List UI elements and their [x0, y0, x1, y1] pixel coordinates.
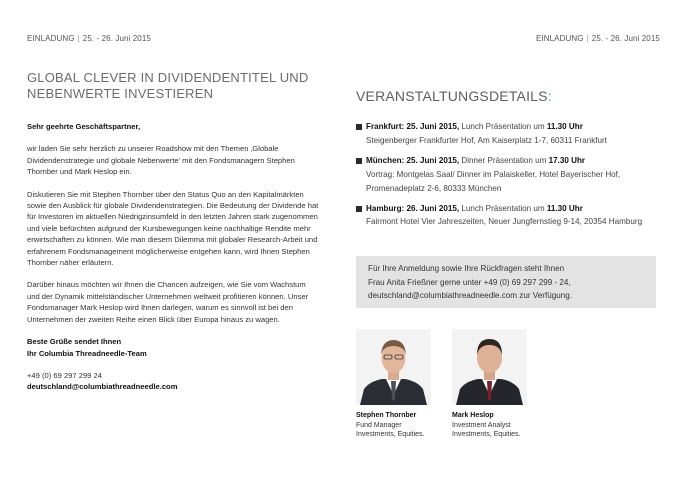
- event-item-hamburg: [356, 202, 656, 230]
- letter-body: [27, 121, 319, 404]
- person-portrait-icon: [356, 329, 431, 405]
- event-list: [356, 120, 656, 235]
- email-link[interactable]: deutschland@columbiathreadneedle.com: [27, 382, 178, 392]
- event-item-muenchen: [356, 154, 656, 196]
- speaker-photo-thornber: [356, 329, 431, 405]
- speaker-role: Investment Analyst: [452, 421, 511, 429]
- event-city-date: München: 25. Juni 2015,: [366, 155, 460, 165]
- event-type: Lunch Präsentation um: [459, 203, 547, 213]
- signature: Ihr Columbia Threadneedle-Team: [27, 348, 147, 358]
- paragraph: Diskutieren Sie mit Stephen Thornber über den Status Quo an den Kapitalmärkten sowie den Ausblick für globale Dividendenstrategien. Die Bedeutung der Dividende hat für Investoren im aktuellen Niedrigzinsumfeld in den letzten Jahren stark zugenommen und viele befürchten aufgrund der Kursbewegungen keine nachhaltige Rendite mehr erwirtschaften zu können. Wie man diesem Dilemma mit globaler Research-Arbeit und erfahrenem Fondsmanagement möglicherweise entgehen kann, wird Ihnen Stephen Thornber näher erläutern.: [27, 189, 319, 268]
- title-colon: :: [547, 88, 552, 104]
- box-line: Für Ihre Anmeldung sowie Ihre Rückfragen steht Ihnen: [368, 264, 565, 273]
- header-date: 25. - 26. Juni 2015: [82, 34, 151, 43]
- page-title: [27, 70, 327, 102]
- title-line: GLOBAL CLEVER IN DIVIDENDENTITEL UND: [27, 70, 309, 85]
- event-type: Lunch Präsentation um: [459, 122, 547, 131]
- speaker-role: Fund Manager: [356, 421, 402, 429]
- speaker-department: Investments, Equities.: [356, 431, 425, 439]
- box-line: deutschland@columbiathreadneedle.com zur Verfügung.: [368, 291, 572, 300]
- event-city-date: Frankfurt: 25. Juni 2015,: [366, 122, 460, 131]
- box-line: Frau Anita Frießner gerne unter +49 (0) 69 297 299 - 24,: [368, 277, 571, 287]
- event-details-title-text: VERANSTALTUNGSDETAILS: [356, 88, 548, 104]
- page-header-right: EINLADUNG | 25. - 26. Juni 2015: [536, 34, 660, 43]
- closing-line: Beste Grüße sendet Ihnen: [27, 337, 122, 347]
- speaker-caption-thornber: [356, 411, 424, 440]
- event-item-frankfurt: [356, 120, 656, 148]
- paragraph: wir laden Sie sehr herzlich zu unserer Roadshow mit den Themen ‚Globale Dividendenstrategie und globale Nebenwerte' mit den Fondsmanagern Stephen Thornber und Mark Heslop ein.: [27, 144, 295, 177]
- event-time: 17.30 Uhr: [548, 155, 586, 165]
- greeting: Sehr geehrte Geschäftspartner,: [27, 122, 141, 131]
- header-label: EINLADUNG: [536, 34, 584, 43]
- event-type: Dinner Präsentation um: [459, 155, 549, 165]
- speaker-name: Mark Heslop: [452, 412, 494, 419]
- person-portrait-icon: [452, 329, 527, 405]
- speaker-name: Stephen Thornber: [356, 412, 417, 419]
- speaker-caption-heslop: [452, 411, 520, 440]
- registration-info-box: [356, 256, 656, 308]
- event-location: Fairmont Hotel Vier Jahreszeiten, Neuer Jungfernstieg 9-14, 20354 Hamburg: [366, 217, 643, 227]
- event-location: Vortrag: Montgelas Saal/ Dinner im Palaiskeller, Hotel Bayerischer Hof, Promenadeplatz 2-6, 80333 München: [366, 169, 621, 193]
- bullet-square-icon: [356, 124, 362, 130]
- event-details-title: [356, 88, 552, 104]
- title-line: NEBENWERTE INVESTIEREN: [27, 86, 214, 101]
- bullet-square-icon: [356, 158, 362, 164]
- bullet-square-icon: [356, 206, 362, 212]
- event-time: 11.30 Uhr: [546, 203, 583, 213]
- page-header-left: EINLADUNG | 25. - 26. Juni 2015: [27, 34, 151, 43]
- paragraph: Darüber hinaus möchten wir Ihnen die Chancen aufzeigen, wie Sie vom Wachstum und der Dynamik mittelständischer Unternehmen weltweit profitieren können. Unser Fondsmanager Mark Heslop wird Ihnen darlegen, warum es sinnvoll ist bei den Unternehmen der zweiten Reihe einen Blick über Europa hinaus zu wagen.: [27, 280, 309, 324]
- header-label: EINLADUNG: [27, 34, 75, 43]
- speaker-department: Investments, Equities.: [452, 431, 521, 439]
- phone-number: +49 (0) 69 297 299 24: [27, 370, 102, 380]
- header-date: 25. - 26. Juni 2015: [591, 34, 660, 43]
- event-location: Steigenberger Frankfurter Hof, Am Kaiserplatz 1-7, 60311 Frankfurt: [366, 135, 607, 145]
- speaker-photo-heslop: [452, 329, 527, 405]
- event-time: 11.30 Uhr: [546, 122, 583, 131]
- event-city-date: Hamburg: 26. Juni 2015,: [366, 203, 460, 213]
